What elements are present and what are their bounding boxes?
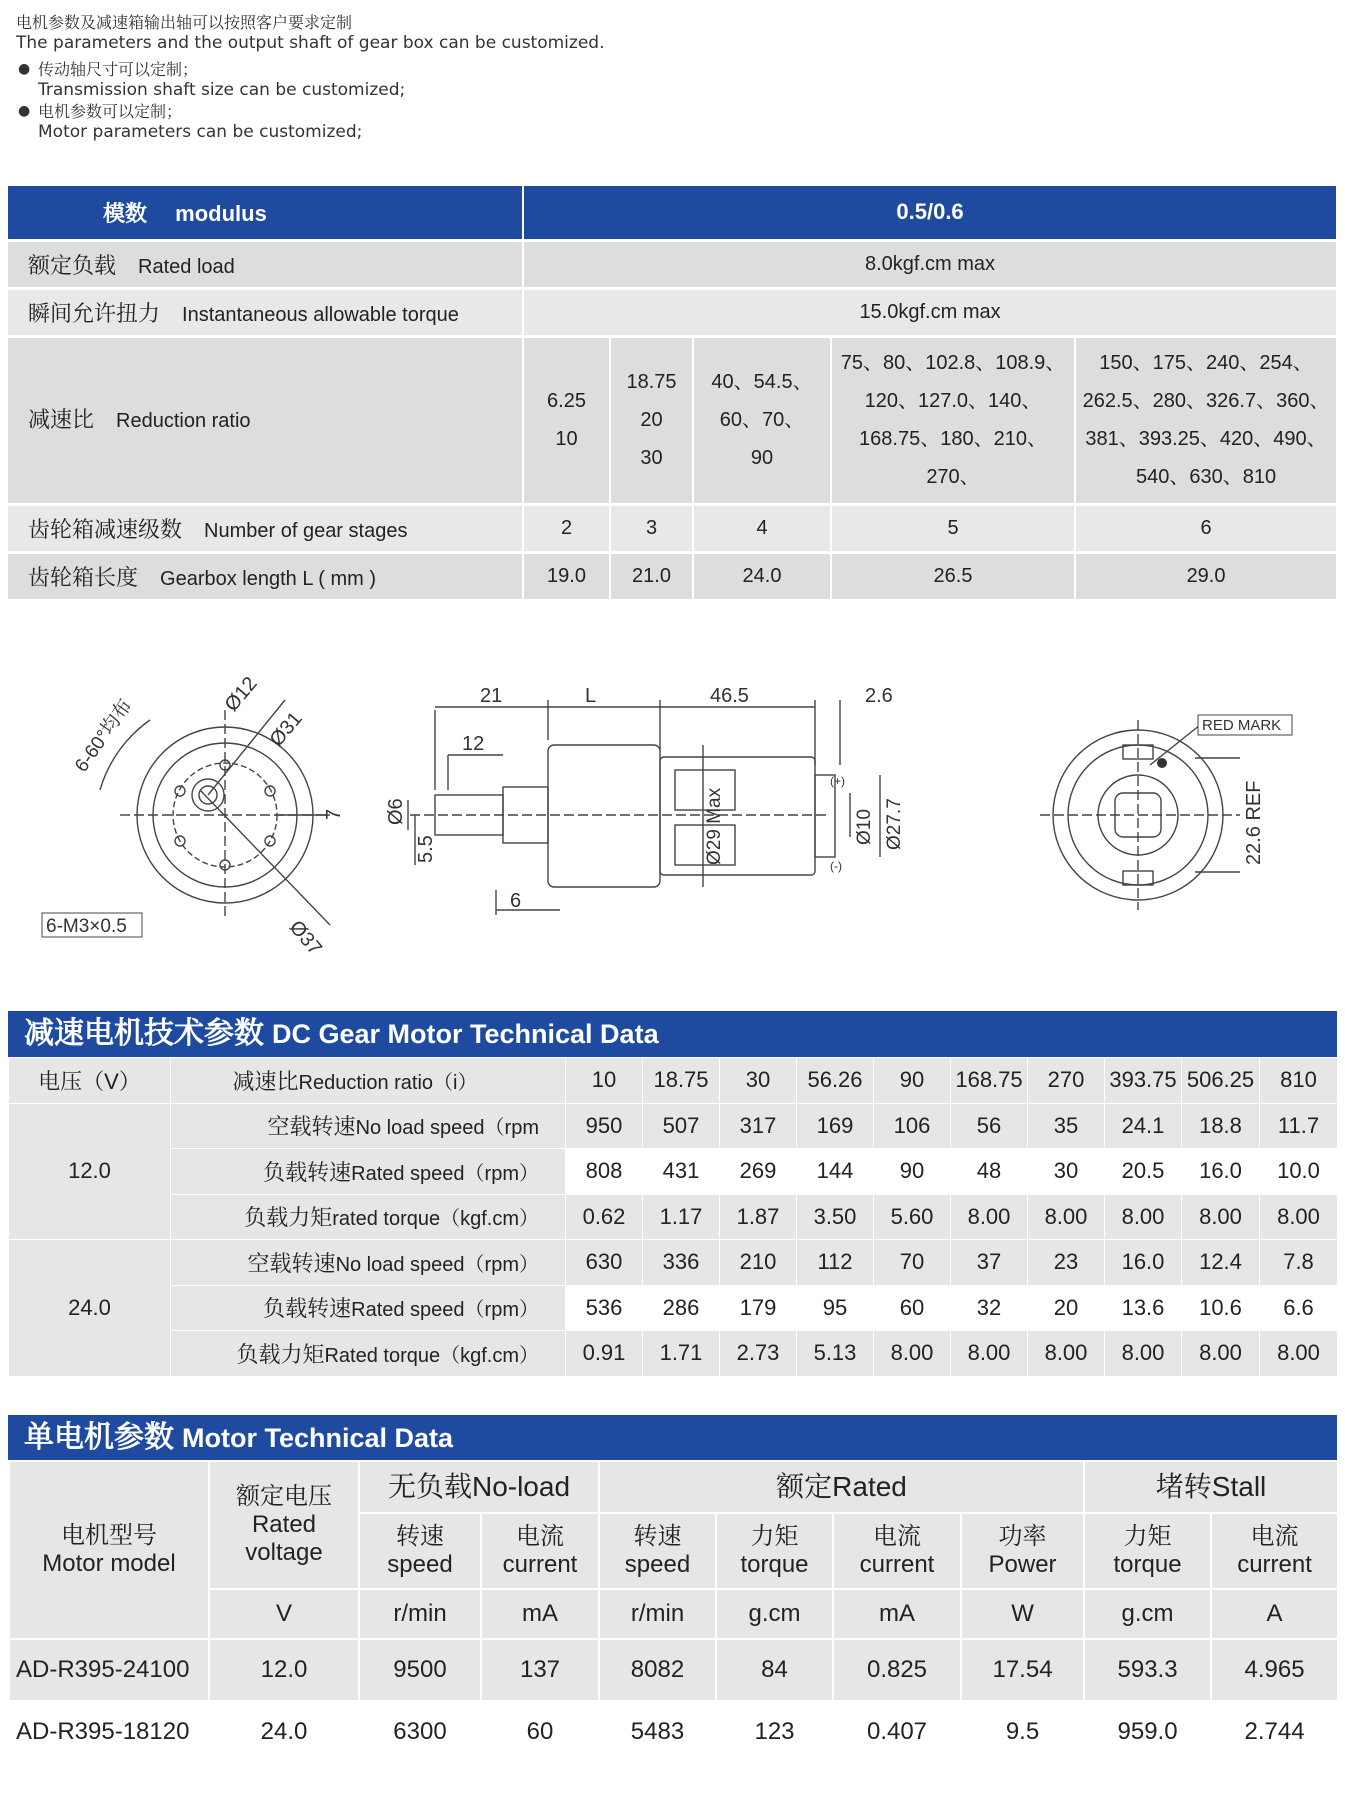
title-zh: 减速电机技术参数	[24, 1016, 264, 1051]
value-cell: 6.6	[1260, 1285, 1338, 1331]
drawing-svg	[30, 665, 1320, 965]
value-cell: 0.407	[833, 1701, 961, 1763]
dim-d12: Ø12	[220, 672, 262, 716]
value-cell: 8.00	[1028, 1331, 1105, 1377]
length-value: 24.0	[693, 552, 831, 600]
sub-header	[716, 1513, 833, 1589]
dim-21: 21	[480, 685, 503, 707]
label-en: voltage	[245, 1539, 323, 1566]
label-en: Reduction ratio	[116, 409, 251, 432]
modulus-label	[8, 186, 523, 240]
rated-load-label	[8, 240, 523, 288]
ratio-cell: 810	[1260, 1058, 1338, 1104]
label-en: torque	[740, 1551, 809, 1578]
table-row	[9, 1331, 1338, 1377]
value-cell: 0.62	[566, 1194, 643, 1240]
sub-header	[481, 1513, 599, 1589]
param-label	[171, 1149, 566, 1195]
value-cell: 84	[716, 1639, 833, 1701]
label-zh: 瞬间允许扭力	[28, 300, 161, 326]
sub-header	[1211, 1513, 1338, 1589]
param-label	[171, 1285, 566, 1331]
dim-46: 46.5	[710, 685, 749, 707]
unit-cell: V	[209, 1589, 359, 1639]
group-noload: 无负载No-load	[359, 1461, 599, 1513]
value-cell: 8.00	[1105, 1194, 1182, 1240]
ratio-value: 90	[750, 447, 774, 469]
label-zh: 电流	[873, 1523, 921, 1550]
motor-data-title	[8, 1415, 1337, 1461]
sub-header	[1084, 1513, 1211, 1589]
value-cell: 60	[874, 1285, 951, 1331]
value-cell: 8.00	[1105, 1331, 1182, 1377]
value-cell: 144	[797, 1149, 874, 1195]
value-cell: 37	[951, 1240, 1028, 1286]
gear-motor-table	[8, 1057, 1338, 1377]
value-cell: 30	[1028, 1149, 1105, 1195]
param-label	[171, 1194, 566, 1240]
ratio-value: 60、70、	[719, 409, 805, 431]
value-cell: 1.87	[720, 1194, 797, 1240]
dim-seven: 7	[323, 808, 345, 820]
bullet-dot-icon: ●	[18, 103, 31, 119]
value-cell: 630	[566, 1240, 643, 1286]
label-en: No load speed（rpm）	[335, 1253, 539, 1276]
label-zh: 负载力矩	[236, 1341, 325, 1367]
ratio-cell	[610, 336, 693, 504]
value-cell: 20	[1028, 1285, 1105, 1331]
label-en: Gearbox length L ( mm )	[160, 567, 377, 590]
unit-cell: mA	[833, 1589, 961, 1639]
value-cell: 8.00	[1182, 1331, 1260, 1377]
bullet-item	[16, 101, 836, 143]
value-cell: 8082	[599, 1639, 716, 1701]
label-en: No load speed（rpm	[355, 1117, 539, 1140]
table-row	[9, 1149, 1338, 1195]
length-value: 26.5	[831, 552, 1075, 600]
value-cell: 5483	[599, 1701, 716, 1763]
unit-cell: r/min	[599, 1589, 716, 1639]
ratio-cell	[523, 336, 610, 504]
ratio-cell: 168.75	[951, 1058, 1028, 1104]
value-cell: 286	[643, 1285, 720, 1331]
red-mark-dot	[1157, 758, 1167, 768]
label-en: Instantaneous allowable torque	[182, 303, 459, 326]
value-cell: 179	[720, 1285, 797, 1331]
value-cell: 16.0	[1105, 1240, 1182, 1286]
value-cell: 536	[566, 1285, 643, 1331]
ratio-value: 30	[640, 447, 663, 469]
motor-table	[8, 1460, 1339, 1764]
unit-cell: g.cm	[716, 1589, 833, 1639]
value-cell: 4.965	[1211, 1639, 1338, 1701]
ratio-cell: 10	[566, 1058, 643, 1104]
intro-line-en: The parameters and the output shaft of gear box can be customized.	[16, 33, 605, 53]
table-row	[9, 1194, 1338, 1240]
value-cell: 2.73	[720, 1331, 797, 1377]
ratio-value: 262.5、280、326.7、360、	[1082, 390, 1330, 412]
title-en: Motor Technical Data	[182, 1423, 454, 1453]
label-en: Rated torque（kgf.cm）	[324, 1344, 539, 1367]
label-zh: 电流	[516, 1523, 564, 1550]
value-cell: 12.0	[209, 1639, 359, 1701]
value-cell: 9.5	[961, 1701, 1084, 1763]
ratio-cell	[1075, 336, 1337, 504]
ratio-value: 381、393.25、420、490、	[1085, 428, 1327, 450]
dim-6: 6	[510, 890, 522, 912]
value-cell: 123	[716, 1701, 833, 1763]
label-zh: 负载转速	[263, 1296, 352, 1322]
gear-table-body	[9, 1103, 1338, 1376]
table-row	[9, 1285, 1338, 1331]
value-cell: 593.3	[1084, 1639, 1211, 1701]
table-row	[9, 1701, 1338, 1763]
value-cell: 317	[720, 1103, 797, 1149]
stages-value: 5	[831, 504, 1075, 552]
label-zh: 转速	[396, 1523, 444, 1550]
motor-table-body	[9, 1639, 1338, 1763]
model-cell: AD-R395-24100	[9, 1639, 209, 1701]
dim-L: L	[585, 685, 597, 707]
label-zh: 功率	[998, 1523, 1047, 1550]
label-zh: 减速比	[28, 406, 95, 432]
value-cell: 70	[874, 1240, 951, 1286]
ratio-header	[171, 1058, 566, 1104]
value-cell: 95	[797, 1285, 874, 1331]
label-en: speed	[624, 1551, 691, 1578]
value-cell: 17.54	[961, 1639, 1084, 1701]
intro-line-zh: 电机参数及减速箱输出轴可以按照客户要求定制	[16, 13, 353, 32]
ratio-value: 20	[640, 409, 663, 431]
label-zh: 电流	[1250, 1523, 1299, 1550]
table-row	[8, 336, 1337, 504]
value-cell: 24.0	[209, 1701, 359, 1763]
value-cell: 0.825	[833, 1639, 961, 1701]
red-mark-label: RED MARK	[1202, 717, 1282, 734]
stages-label	[8, 504, 523, 552]
label-en: torque	[1113, 1551, 1182, 1578]
label-zh: 力矩	[750, 1523, 799, 1550]
ratio-cell: 506.25	[1182, 1058, 1260, 1104]
voltage-cell: 24.0	[9, 1240, 171, 1377]
dim-d37: Ø37	[284, 916, 326, 960]
value-cell: 210	[720, 1240, 797, 1286]
stages-value: 3	[610, 504, 693, 552]
value-cell: 8.00	[1182, 1194, 1260, 1240]
label-zh: 齿轮箱长度	[28, 564, 139, 590]
value-cell: 20.5	[1105, 1149, 1182, 1195]
label-en: Power	[988, 1551, 1057, 1578]
table-row	[8, 288, 1337, 336]
dim-angle: 6-60°均布	[71, 695, 137, 777]
label-zh: 额定负载	[28, 252, 117, 278]
value-cell: 8.00	[1028, 1194, 1105, 1240]
table-row	[8, 240, 1337, 288]
ratio-cell	[831, 336, 1075, 504]
label-zh: 空载转速	[247, 1250, 336, 1276]
model-cell: AD-R395-18120	[9, 1701, 209, 1763]
gearbox-spec-table	[8, 186, 1338, 602]
ratio-value: 6.25	[547, 390, 586, 412]
torque-value: 15.0kgf.cm max	[523, 288, 1337, 336]
sub-header	[833, 1513, 961, 1589]
value-cell: 8.00	[951, 1194, 1028, 1240]
value-cell: 60	[481, 1701, 599, 1763]
group-stall: 堵转Stall	[1084, 1461, 1338, 1513]
param-label	[171, 1331, 566, 1377]
intro-notes	[16, 12, 836, 143]
dim-d277: Ø27.7	[884, 798, 905, 850]
title-zh: 单电机参数	[24, 1420, 174, 1455]
rated-load-value: 8.0kgf.cm max	[523, 240, 1337, 288]
bullet-dot-icon: ●	[18, 61, 31, 77]
label-en: current	[1237, 1551, 1312, 1578]
voltage-cell: 12.0	[9, 1103, 171, 1240]
ratio-cell: 18.75	[643, 1058, 720, 1104]
ratio-cell: 393.75	[1105, 1058, 1182, 1104]
ratio-value: 18.75	[626, 371, 677, 393]
label-zh: 减速比	[232, 1068, 299, 1094]
voltage-header	[209, 1461, 359, 1589]
bullet-en: Transmission shaft size can be customized;	[38, 80, 406, 100]
label-zh: 齿轮箱减速级数	[28, 516, 183, 542]
label-en: Motor model	[42, 1550, 176, 1577]
length-value: 21.0	[610, 552, 693, 600]
value-cell: 5.13	[797, 1331, 874, 1377]
label-en: Rated speed（rpm）	[351, 1299, 539, 1322]
value-cell: 1.17	[643, 1194, 720, 1240]
ratio-value: 150、175、240、254、	[1099, 352, 1313, 374]
value-cell: 7.8	[1260, 1240, 1338, 1286]
table-row	[9, 1589, 1338, 1639]
ratio-cell: 90	[874, 1058, 951, 1104]
value-cell: 12.4	[1182, 1240, 1260, 1286]
dim-55: 5.5	[415, 835, 437, 863]
value-cell: 13.6	[1105, 1285, 1182, 1331]
label-en: current	[859, 1551, 935, 1578]
value-cell: 16.0	[1182, 1149, 1260, 1195]
value-cell: 9500	[359, 1639, 481, 1701]
value-cell: 32	[951, 1285, 1028, 1331]
minus-mark: (-)	[830, 859, 842, 873]
rear-view	[1040, 720, 1240, 910]
table-row	[8, 186, 1337, 240]
model-header	[9, 1461, 209, 1639]
label-zh: 模数	[103, 200, 148, 226]
length-value: 19.0	[523, 552, 610, 600]
value-cell: 112	[797, 1240, 874, 1286]
param-label	[171, 1240, 566, 1286]
dim-d10: Ø10	[854, 809, 875, 845]
ratio-cell: 270	[1028, 1058, 1105, 1104]
param-label	[171, 1103, 566, 1149]
value-cell: 10.0	[1260, 1149, 1338, 1195]
value-cell: 959.0	[1084, 1701, 1211, 1763]
dim-12: 12	[462, 733, 485, 755]
label-zh: 力矩	[1123, 1523, 1172, 1550]
table-row	[8, 552, 1337, 600]
bullet-zh: 电机参数可以定制；	[38, 102, 183, 121]
table-row	[9, 1058, 1338, 1104]
table-row	[8, 504, 1337, 552]
value-cell: 90	[874, 1149, 951, 1195]
torque-label	[8, 288, 523, 336]
value-cell: 1.71	[643, 1331, 720, 1377]
value-cell: 8.00	[1260, 1331, 1338, 1377]
ratio-value: 40、54.5、	[711, 371, 813, 393]
value-cell: 2.744	[1211, 1701, 1338, 1763]
label-zh: 空载转速	[267, 1114, 356, 1140]
value-cell: 24.1	[1105, 1103, 1182, 1149]
value-cell: 0.91	[566, 1331, 643, 1377]
value-cell: 3.50	[797, 1194, 874, 1240]
value-cell: 336	[643, 1240, 720, 1286]
ratio-cell: 56.26	[797, 1058, 874, 1104]
label-zh: 转速	[633, 1523, 682, 1550]
value-cell: 48	[951, 1149, 1028, 1195]
value-cell: 169	[797, 1103, 874, 1149]
value-cell: 808	[566, 1149, 643, 1195]
bullet-en: Motor parameters can be customized;	[38, 122, 363, 142]
value-cell: 8.00	[1260, 1194, 1338, 1240]
modulus-value: 0.5/0.6	[523, 186, 1337, 240]
label-en: Rated	[251, 1511, 317, 1538]
label-en: Rated speed（rpm）	[351, 1162, 539, 1185]
value-cell: 507	[643, 1103, 720, 1149]
ratio-value: 75、80、102.8、108.9、	[840, 352, 1066, 374]
title-en: DC Gear Motor Technical Data	[272, 1019, 659, 1049]
unit-cell: r/min	[359, 1589, 481, 1639]
value-cell: 106	[874, 1103, 951, 1149]
bullet-item	[16, 59, 836, 101]
label-zh: 电机型号	[61, 1522, 157, 1549]
label-zh: 负载转速	[263, 1159, 352, 1185]
value-cell: 269	[720, 1149, 797, 1195]
dim-d6: Ø6	[385, 798, 407, 825]
label-en: Reduction ratio（i）	[298, 1071, 478, 1094]
value-cell: 950	[566, 1103, 643, 1149]
table-row	[9, 1240, 1338, 1286]
dim-d31: Ø31	[265, 707, 307, 751]
sub-header	[961, 1513, 1084, 1589]
table-row	[9, 1103, 1338, 1149]
label-en: Number of gear stages	[204, 519, 408, 542]
value-cell: 10.6	[1182, 1285, 1260, 1331]
value-cell: 8.00	[951, 1331, 1028, 1377]
value-cell: 6300	[359, 1701, 481, 1763]
technical-drawing	[30, 665, 1320, 965]
value-cell: 23	[1028, 1240, 1105, 1286]
voltage-header: 电压（V）	[9, 1058, 171, 1104]
stages-value: 2	[523, 504, 610, 552]
sub-header	[359, 1513, 481, 1589]
label-zh: 额定电压	[236, 1483, 332, 1510]
dim-d29: Ø29 Max	[704, 787, 725, 865]
unit-cell: A	[1211, 1589, 1338, 1639]
bullet-zh: 传动轴尺寸可以定制；	[38, 60, 199, 79]
ratio-value: 10	[555, 428, 578, 450]
stages-value: 6	[1075, 504, 1337, 552]
ratio-value: 540、630、810	[1135, 466, 1277, 488]
ratio-cell	[693, 336, 831, 504]
group-rated: 额定Rated	[599, 1461, 1084, 1513]
value-cell: 56	[951, 1103, 1028, 1149]
length-value: 29.0	[1075, 552, 1337, 600]
value-cell: 5.60	[874, 1194, 951, 1240]
unit-cell: W	[961, 1589, 1084, 1639]
unit-cell: g.cm	[1084, 1589, 1211, 1639]
plus-mark: (+)	[830, 774, 845, 788]
ratio-label	[8, 336, 523, 504]
label-en: Rated load	[138, 255, 235, 278]
label-en: current	[502, 1551, 578, 1578]
unit-cell: mA	[481, 1589, 599, 1639]
value-cell: 11.7	[1260, 1103, 1338, 1149]
dim-26: 2.6	[865, 685, 893, 707]
ratio-value: 168.75、180、210、	[859, 428, 1047, 450]
table-row	[9, 1461, 1338, 1513]
table-row	[9, 1639, 1338, 1701]
holes-label: 6-M3×0.5	[46, 916, 127, 937]
value-cell: 8.00	[874, 1331, 951, 1377]
ratio-value: 120、127.0、140、	[864, 390, 1042, 412]
value-cell: 431	[643, 1149, 720, 1195]
stages-value: 4	[693, 504, 831, 552]
dim-ref: 22.6 REF	[1243, 780, 1265, 865]
label-zh: 负载力矩	[244, 1205, 333, 1231]
ratio-cell: 30	[720, 1058, 797, 1104]
value-cell: 35	[1028, 1103, 1105, 1149]
label-en: rated torque（kgf.cm）	[332, 1208, 539, 1231]
value-cell: 137	[481, 1639, 599, 1701]
ratio-value: 270、	[926, 466, 980, 488]
value-cell: 18.8	[1182, 1103, 1260, 1149]
gear-data-title	[8, 1011, 1337, 1057]
sub-header	[599, 1513, 716, 1589]
length-label	[8, 552, 523, 600]
label-en: modulus	[175, 200, 267, 226]
label-en: speed	[387, 1551, 453, 1578]
